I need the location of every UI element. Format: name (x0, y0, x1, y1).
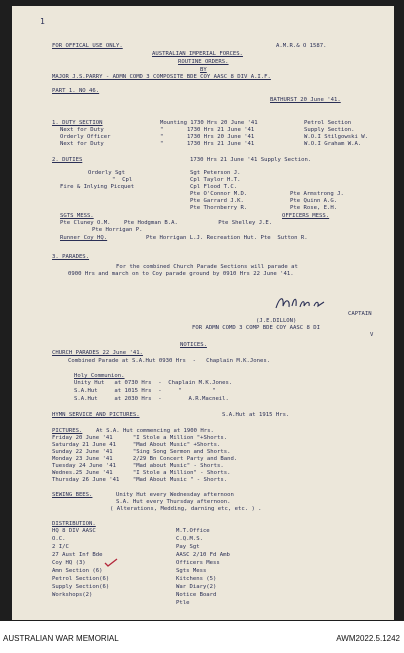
duty-row-2-label: Next for Duty (60, 127, 104, 133)
duty-row-4-label: Next for Duty (60, 141, 104, 147)
part-number: PART 1. NO 46. (52, 88, 100, 94)
distribution-right-8: War Diary(2) (176, 584, 217, 590)
pictures-intro: At S.A. Hut commencing at 1900 Hrs. (96, 428, 214, 434)
duty-name-6: Pte Thornberry R. (190, 205, 248, 211)
duty-name-8: Pte Quinn A.G. (290, 198, 338, 204)
parades-line-2: 0900 Hrs and march on to Coy parade ground by 0910 Hrs 22 June '41. (68, 271, 294, 277)
distribution-right-7: Kitchens (5) (176, 576, 217, 582)
red-check-mark (104, 558, 118, 567)
footer-accession-number: AWM2022.5.1242 (336, 634, 400, 643)
officers-mess-heading: OFFICERS MESS. (282, 213, 330, 219)
picquet-label: Fire & Inlying Picquet (60, 184, 135, 190)
pictures-heading: PICTURES. (52, 428, 83, 434)
duty-row-2-time: " 1730 Hrs 21 June '41 (160, 127, 255, 133)
duty-name-7: Pte Armstrong J. (290, 191, 344, 197)
document-date: BATHURST 20 June '41. (270, 97, 341, 103)
duty-row-3-label: Orderly Officer (60, 134, 111, 140)
holy-communion-row-1: Unity Hut at 0730 Hrs - Chaplain M.K.Jones. (74, 380, 233, 386)
distribution-right-2: C.Q.M.S. (176, 536, 203, 542)
duty-name-2: Cpl Taylor H.T. (190, 177, 241, 183)
notices-heading: NOTICES. (180, 342, 207, 348)
distribution-right-1: M.T.Office (176, 528, 210, 534)
church-parades-line: Combined Parade at S.A.Hut 0930 Hrs - Chaplain M.K.Jones. (68, 358, 271, 364)
duty-row-4-unit: W.O.I Graham W.A. (304, 141, 362, 147)
archive-footer (0, 621, 404, 653)
distribution-right-10: Ptle (176, 600, 190, 606)
orderly-cpl-label: " Cpl (112, 177, 133, 183)
parades-heading: 3. PARADES. (52, 254, 90, 260)
duty-name-4: Pte O'Connor M.D. (190, 191, 248, 197)
distribution-left-1: HQ 8 DIV AASC (52, 528, 96, 534)
distribution-right-5: Officers Mess (176, 560, 220, 566)
mess-line-2: Pte Horrigan P. (92, 227, 143, 233)
duty-row-2-unit: Supply Section. (304, 127, 355, 133)
footer-institution: AUSTRALIAN WAR MEMORIAL (3, 634, 119, 643)
sewing-bees-heading: SEWING BEES. (52, 492, 93, 498)
pictures-row-5: Tuesday 24 June '41 "Mad about Music" - Shorts. (52, 463, 224, 469)
church-parades-heading: CHURCH PARADES 22 June '41. (52, 350, 143, 356)
mess-line-1: Pte Cluney O.M. Pte Hodgman B.A. Pte Shelley J.E. (60, 220, 273, 226)
distribution-left-4: 27 Aust Inf Bde (52, 552, 103, 558)
duty-name-3: Cpl Flood T.C. (190, 184, 238, 190)
title-line-2: ROUTINE ORDERS. (178, 59, 229, 65)
distribution-right-3: Pay Sgt (176, 544, 200, 550)
pictures-row-7: Thursday 26 June '41 "Mad About Music " - Shorts. (52, 477, 228, 483)
pictures-row-4: Monday 23 June '41 2/29 Bn Concert Party and Band. (52, 456, 238, 462)
sewing-bees-row-3: ( Alterations, Medding, darning etc, etc. ) . (110, 506, 262, 512)
distribution-left-7: Petrol Section(6) (52, 576, 110, 582)
orderly-sgt-label: Orderly Sgt (88, 170, 126, 176)
issuing-officer: MAJOR J.S.PARRY - ADMN COMD 3 COMPOSITE BDE COY AASC 8 DIV A.I.F. (52, 74, 271, 80)
distribution-left-3: 2 I/C (52, 544, 69, 550)
signature-mark: V (370, 332, 374, 338)
document-page (12, 6, 394, 620)
duty-row-3-time: " 1730 Hrs 20 June '41 (160, 134, 255, 140)
duty-section-heading: 1. DUTY SECTION (52, 120, 103, 126)
runner-line: Pte Horrigan L.J. Recreation Hut. Pte Sutton R. (146, 235, 308, 241)
sewing-bees-row-2: S.A. Hut every Thursday afternoon. (116, 499, 231, 505)
title-line-1: AUSTRALIAN IMPERIAL FORCES. (152, 51, 243, 57)
duty-name-5: Pte Garrard J.K. (190, 198, 244, 204)
holy-communion-row-3: S.A.Hut at 2030 Hrs - A.R.Macneil. (74, 396, 229, 402)
handwritten-signature (274, 294, 326, 312)
sgts-mess-heading: SGTS MESS. (60, 213, 94, 219)
by-word: BY (200, 67, 207, 73)
runner-heading: Runner Coy HQ. (60, 235, 108, 241)
distribution-left-2: O.C. (52, 536, 66, 542)
sewing-bees-row-1: Unity Hut every Wednesday afternoon (116, 492, 234, 498)
official-use-heading: FOR OFFICAL USE ONLY. (52, 43, 123, 49)
holy-communion-heading: Holy Communion. (74, 373, 125, 379)
duty-name-1: Sgt Peterson J. (190, 170, 241, 176)
duty-name-9: Pte Rose, E.H. (290, 205, 338, 211)
signature-rank: CAPTAIN (348, 311, 372, 317)
distribution-right-4: AASC 2/10 Fd Amb (176, 552, 230, 558)
holy-communion-row-2: S.A.Hut at 1015 Hrs - " " (74, 388, 216, 394)
hymn-service-heading: HYMN SERVICE AND PICTURES. (52, 412, 140, 418)
signature-name: (J.E.DILLON) (256, 318, 297, 324)
duty-row-1-time: Mounting 1730 Hrs 20 June '41 (160, 120, 258, 126)
corner-mark: 1 (40, 17, 45, 26)
duties-time-line: 1730 Hrs 21 June '41 Supply Section. (190, 157, 312, 163)
pictures-row-2: Saturday 21 June 41 "Mad About Music" +Shorts. (52, 442, 221, 448)
pictures-row-6: Wednes.25 June '41 "I Stole a Million" - Shorts. (52, 470, 231, 476)
duties-heading: 2. DUTIES (52, 157, 83, 163)
distribution-heading: DISTRIBUTION. (52, 521, 96, 527)
duty-row-3-unit: W.O.I Stilgowski W. (304, 134, 368, 140)
duty-row-4-time: " 1730 Hrs 21 June '41 (160, 141, 255, 147)
hymn-service-line: S.A.Hut at 1915 Hrs. (222, 412, 290, 418)
distribution-right-6: Sgts Mess (176, 568, 207, 574)
distribution-left-9: Workshops(2) (52, 592, 93, 598)
distribution-left-8: Supply Section(6) (52, 584, 110, 590)
pictures-row-3: Sunday 22 June '41 "Sing Song Sermon and Shorts. (52, 449, 231, 455)
pictures-row-1: Friday 20 June '41 "I Stole a Million "+Shorts. (52, 435, 228, 441)
distribution-left-5: Coy HQ (3) (52, 560, 86, 566)
distribution-right-9: Notice Board (176, 592, 217, 598)
distribution-left-6: Amn Section (6) (52, 568, 103, 574)
parades-line-1: For the combined Church Parade Sections will parade at (116, 264, 298, 270)
duty-row-1-unit: Petrol Section (304, 120, 352, 126)
signature-for-line: FOR ADMN COMD 3 COMP BDE COY AASC 8 DI (192, 325, 320, 331)
document-reference: A.M.R.& O 1587. (276, 43, 327, 49)
